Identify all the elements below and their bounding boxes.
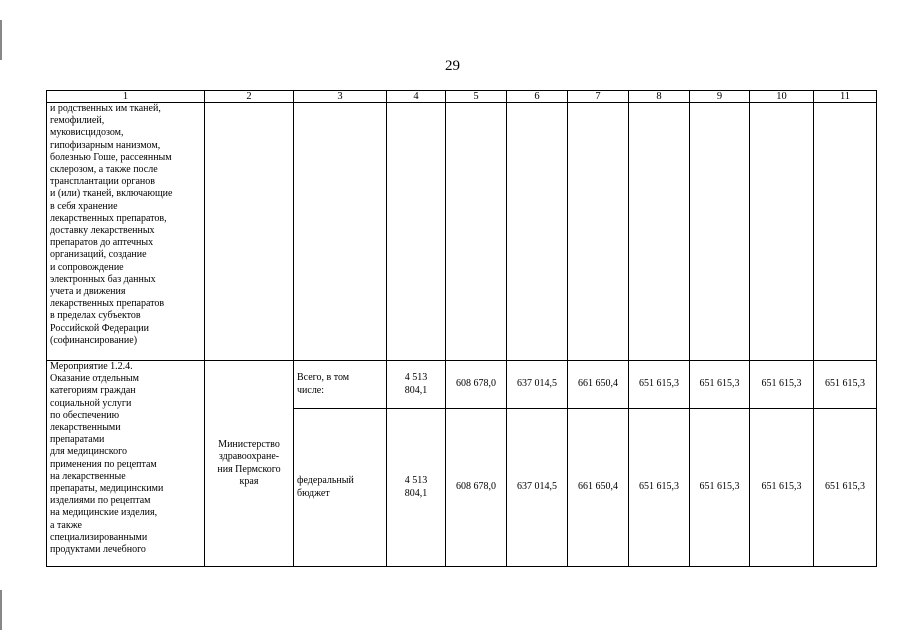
value-cell: 651 615,3 [814,409,877,567]
value-cell: 661 650,4 [568,361,629,409]
header-cell: 9 [690,91,750,103]
header-cell: 6 [507,91,568,103]
measure-executor: Министерство здравоохране- ния Пермского края [205,361,294,567]
header-cell: 2 [205,91,294,103]
source-cell: федеральный бюджет [294,409,387,567]
empty-cell [507,103,568,361]
empty-cell [814,103,877,361]
continuation-row [47,103,877,361]
value-cell: 651 615,3 [750,409,814,567]
value-cell: 608 678,0 [446,361,507,409]
value-cell: 608 678,0 [446,409,507,567]
value-cell: 651 615,3 [814,361,877,409]
value-cell: 651 615,3 [750,361,814,409]
header-cell: 11 [814,91,877,103]
empty-cell [387,103,446,361]
value-cell: 651 615,3 [629,409,690,567]
scan-edge-mark [0,20,2,60]
header-cell: 5 [446,91,507,103]
empty-cell [750,103,814,361]
measure-description: Мероприятие 1.2.4. Оказание отдельным категориям граждан социальной услуги по обеспечению лекарственными препаратами для медицинского применения по рецептам на лекарственные препараты, медицинскими изделиями по рецептам на медицинские изделия, а также специализированными продуктами лечебного [47,361,205,567]
empty-cell [294,103,387,361]
scan-edge-mark [0,590,2,630]
empty-cell [446,103,507,361]
value-cell: 637 014,5 [507,409,568,567]
header-cell: 1 [47,91,205,103]
total-cell: 4 513 804,1 [387,409,446,567]
source-cell: Всего, в том числе: [294,361,387,409]
empty-cell [629,103,690,361]
empty-cell [205,103,294,361]
measure-total-row [47,361,877,409]
budget-table [46,90,877,567]
header-cell: 4 [387,91,446,103]
empty-cell [568,103,629,361]
header-cell: 8 [629,91,690,103]
header-cell: 3 [294,91,387,103]
value-cell: 661 650,4 [568,409,629,567]
value-cell: 651 615,3 [690,409,750,567]
value-cell: 651 615,3 [629,361,690,409]
header-cell: 10 [750,91,814,103]
header-row [47,91,877,103]
continuation-description: и родственных им тканей, гемофилией, муковисцидозом, гипофизарным нанизмом, болезнью Гоше, рассеянным склерозом, а также после трансплантации органов и (или) тканей, включающие в себя хранение лекарственных препаратов, доставку лекарственных препаратов до аптечных организаций, создание и сопровождение электронных баз данных учета и движения лекарственных препаратов в пределах субъектов Российской Федерации (софинансирование) [47,103,205,361]
page-number: 29 [445,58,460,74]
total-cell: 4 513 804,1 [387,361,446,409]
value-cell: 651 615,3 [690,361,750,409]
empty-cell [690,103,750,361]
value-cell: 637 014,5 [507,361,568,409]
header-cell: 7 [568,91,629,103]
